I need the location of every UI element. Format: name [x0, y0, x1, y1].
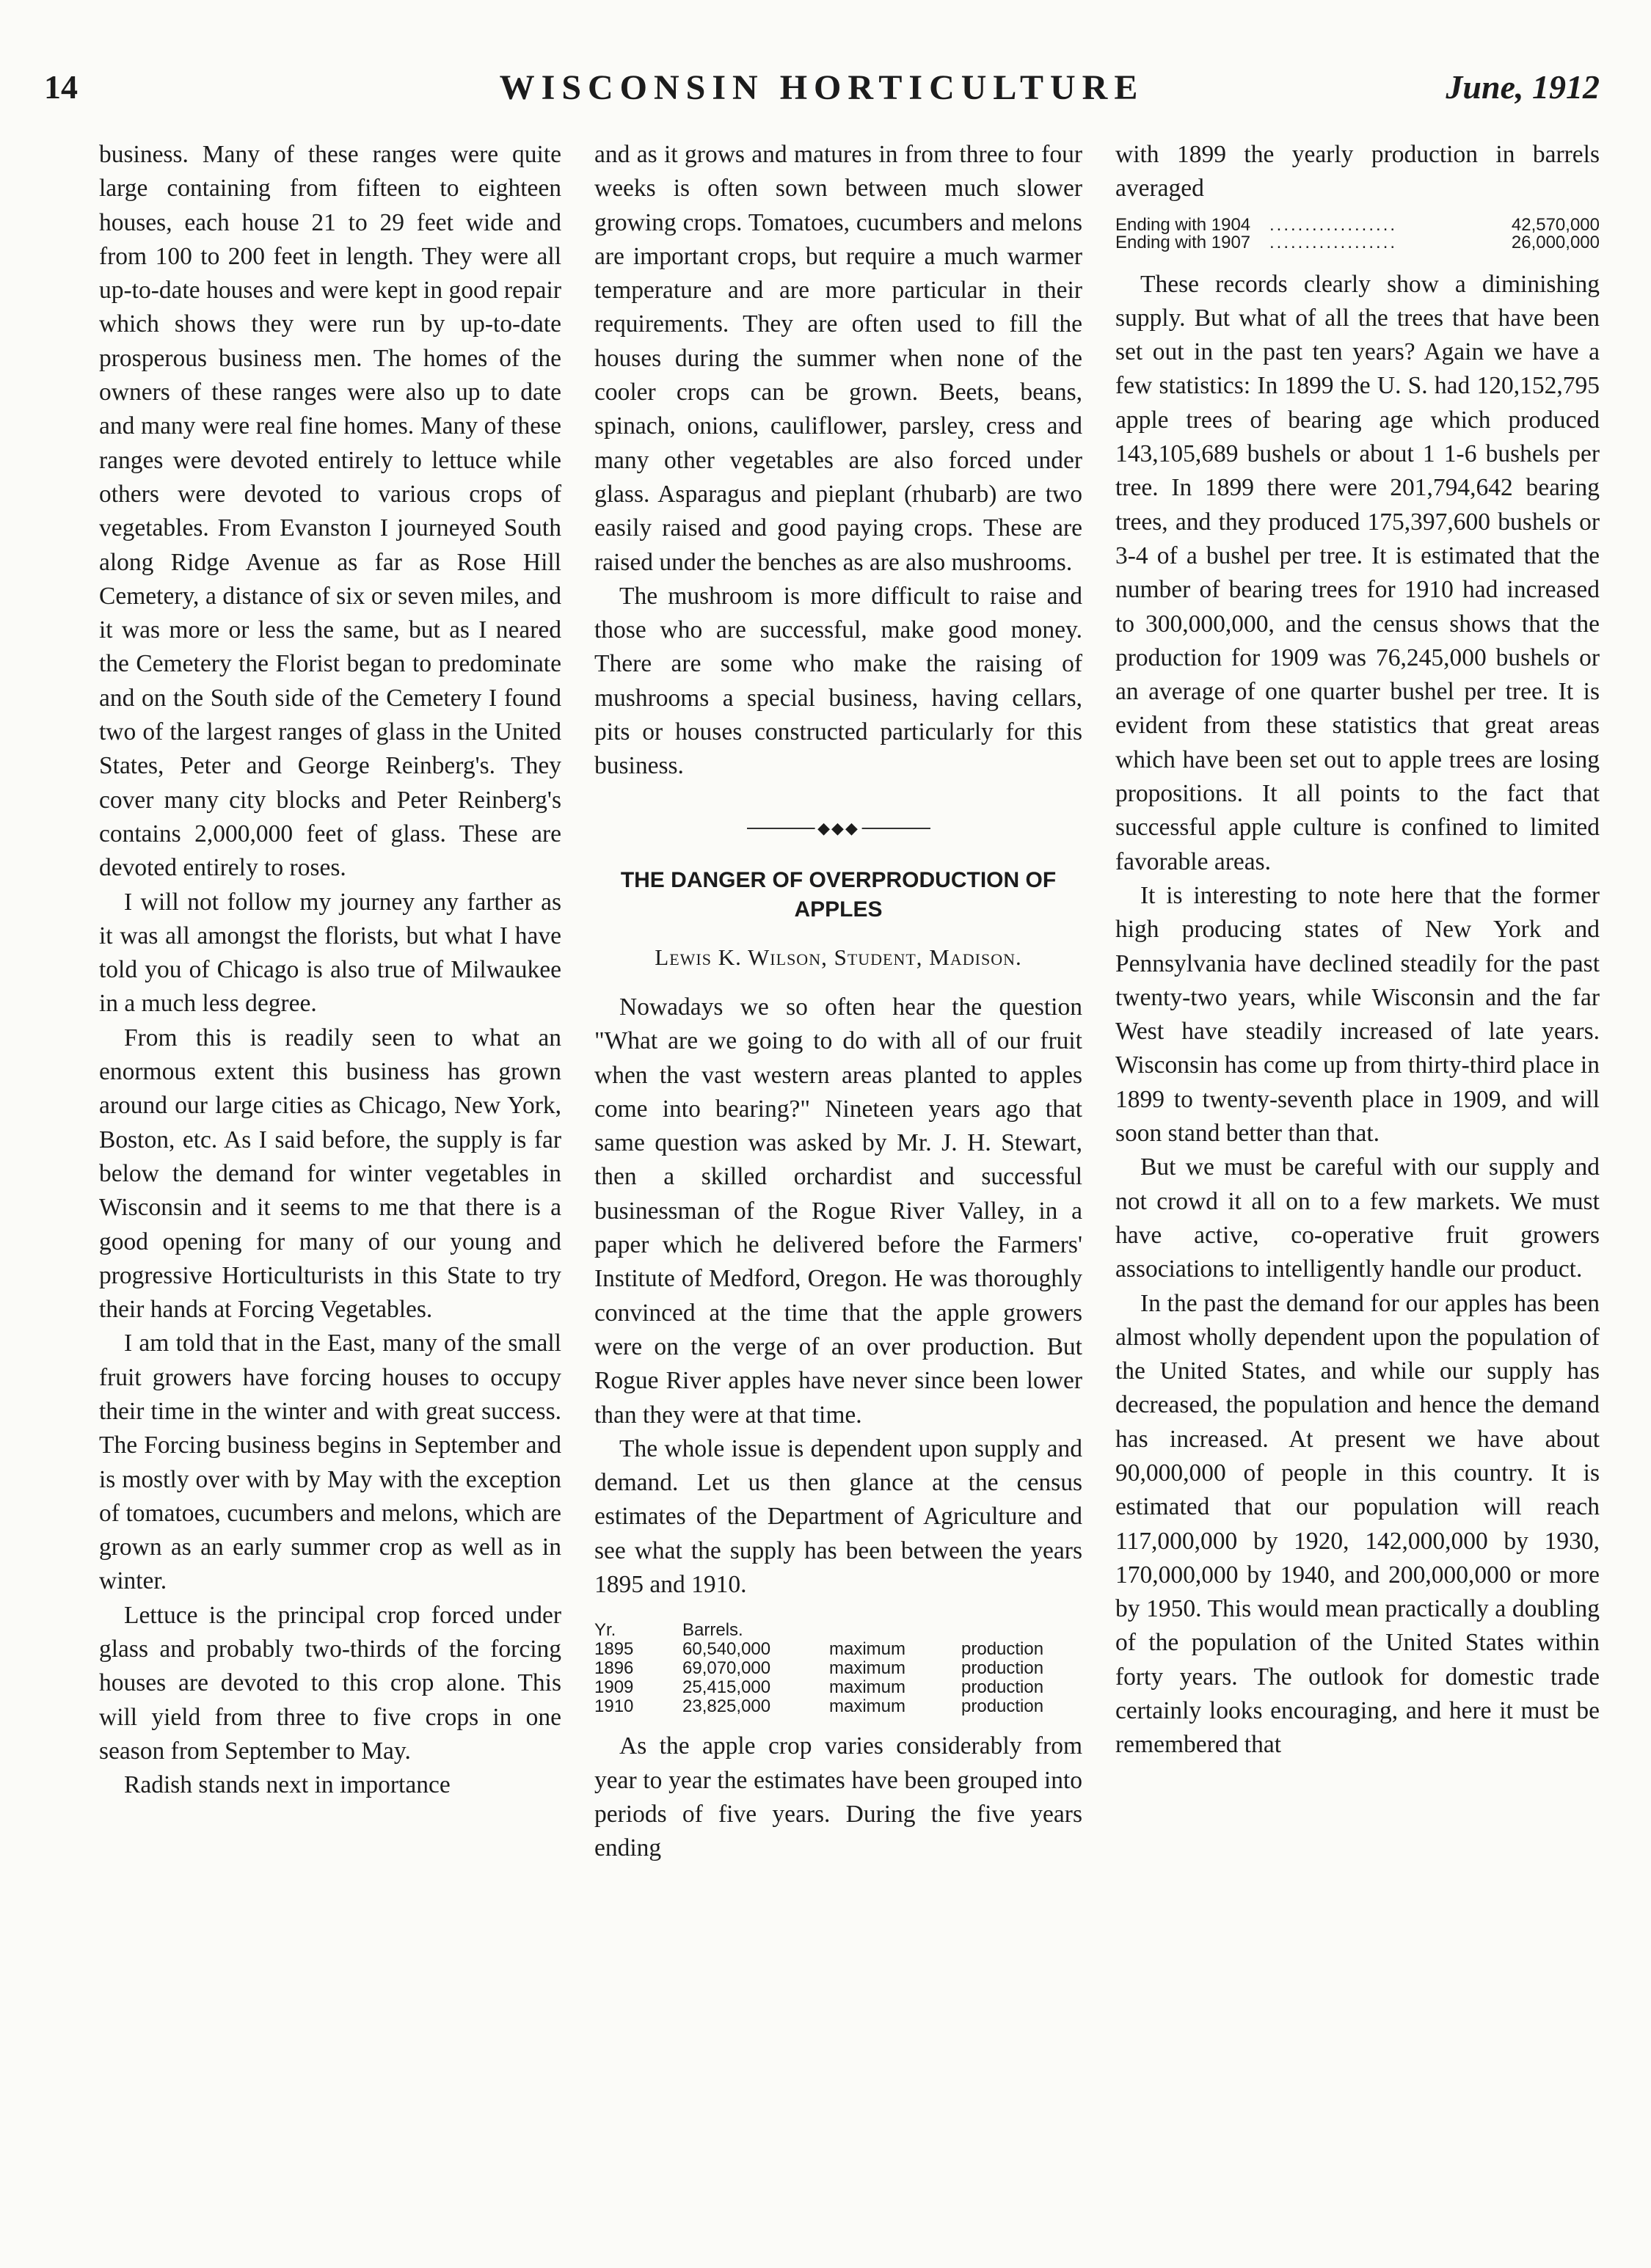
list-item: [1115, 234, 1600, 252]
stat-label: Ending with 1907: [1115, 233, 1251, 252]
paragraph: Nowadays we so often hear the question "What are we going to do with all of our fruit when the vast western areas planted to apples come into bearing?" Nineteen years ago that same question was asked by Mr. J. H. Stewart, then a skilled orchardist and successful businessman of the Rogue River Valley, in a paper which he delivered before the Farmers' Institute of Medford, Oregon. He was thoroughly convinced at the time that the apple growers were on the verge of an over production. But Rogue River apples have never since been lower than they were at that time.: [594, 993, 1082, 1429]
column-left: [99, 138, 561, 1803]
table-row: [594, 1678, 1082, 1697]
paragraph: The mushroom is more difficult to raise and those who are successful, make good money. There are some who make the raising of mushrooms a special business, having cellars, pits or houses constructed particularly for this business.: [594, 582, 1082, 780]
paragraph: business. Many of these ranges were quite large containing from fifteen to eighteen houses, each house 21 to 29 feet wide and from 100 to 200 feet in length. They were all up-to-date houses and were kept in good repair which shows they were run by up-to-date prosperous business men. The homes of the owners of these ranges were also up to date and many were real fine homes. Many of these ranges were devoted entirely to lettuce while others were devoted to various crops of vegetables. From Evanston I journeyed South along Ridge Avenue as far as Rose Hill Cemetery, a distance of six or seven miles, and it was more or less the same, but as I neared the Cemetery the Florist began to predominate and on the South side of the Cemetery I found two of the largest ranges of glass in the United States, Peter and George Reinberg's. They cover many city blocks and Peter Reinberg's contains 2,000,000 feet of glass. These are devoted entirely to roses.: [99, 141, 561, 882]
table-cell-note: production: [961, 1677, 1044, 1698]
table-cell-year: 1909: [594, 1677, 634, 1698]
barrels-table: [594, 1621, 1082, 1716]
paragraph: But we must be careful with our supply and not crowd it all on to a few markets. We must have active, co-operative fruit growers associations to intelligently handle our product.: [1115, 1153, 1600, 1283]
article-byline: Lewis K. Wilson, Student, Madison.: [655, 944, 1022, 970]
table-row: [594, 1659, 1082, 1678]
table-cell-note: production: [961, 1639, 1044, 1660]
section-divider: [747, 820, 930, 836]
paragraph: The whole issue is dependent upon supply and demand. Let us then glance at the census estimates of the Department of Agriculture and see what the supply has been between the years 1895 and 1910.: [594, 1434, 1082, 1598]
table-cell-note: production: [961, 1658, 1044, 1679]
table-cell-barrels: 69,070,000: [682, 1658, 771, 1679]
table-cell-barrels: 23,825,000: [682, 1696, 771, 1717]
table-cell-year: 1896: [594, 1658, 634, 1679]
article-title: THE DANGER OF OVERPRODUCTION OF APPLES: [620, 867, 1057, 922]
paragraph: It is interesting to note here that the former high producing states of New York and Pennsylvania have declined steadily for the past twenty-two years, while Wisconsin and the far West have steadily increased of late years. Wisconsin has come up from thirty-third place in 1899 to twenty-seventh place in 1909, and will soon stand better than that.: [1115, 881, 1600, 1148]
divider-ornament-icon: ◆◆◆: [814, 820, 862, 836]
table-header-row: [594, 1621, 1082, 1640]
stat-label: Ending with 1904: [1115, 216, 1251, 234]
list-item: [1115, 216, 1600, 234]
table-cell-barrels: 60,540,000: [682, 1639, 771, 1660]
paragraph: In the past the demand for our apples has been almost wholly dependent upon the population of the United States, and while our supply has decreased, the population and hence the demand has increased. At present we have about 90,000,000 of people in this country. It is estimated that our population will reach 117,000,000 by 1920, 142,000,000 by 1930, 170,000,000 by 1940, and 200,000,000 or more by 1950. This would mean practically a doubling of the population of the United States within forty years. The outlook for domestic trade certainly looks encouraging, and here it must be remembered that: [1115, 1289, 1600, 1759]
column-right: [1115, 138, 1600, 1762]
stat-value: 42,570,000: [1511, 216, 1600, 234]
table-cell-year: 1910: [594, 1696, 634, 1717]
paragraph: As the apple crop varies considerably from year to year the estimates have been grouped into periods of five years. During the five years ending: [594, 1732, 1082, 1862]
paragraph: I am told that in the East, many of the small fruit growers have forcing houses to occupy their time in the winter and with great success. The Forcing business begins in September and is mostly over with by May with the exception of tomatoes, cucumbers and melons, which are grown as an early summer crop as well as in winter.: [99, 1330, 561, 1595]
table-cell-note: maximum: [829, 1677, 906, 1698]
paragraph: and as it grows and matures in from three to four weeks is often sown between much slower growing crops. Tomatoes, cucumbers and melons are important crops, but require a much warmer temperature and are more particular in their requirements. They are often used to fill the houses during the summer when none of the cooler crops can be grown. Beets, beans, spinach, onions, cauliflower, parsley, cress and many other vegetables are also forced under glass. Asparagus and pieplant (rhubarb) are two easily raised and good paying crops. These are raised under the benches as are also mushrooms.: [594, 141, 1082, 576]
journal-title: WISCONSIN HORTICULTURE: [499, 68, 1145, 107]
page-number: 14: [44, 68, 78, 106]
table-cell-note: production: [961, 1696, 1044, 1717]
paragraph: From this is readily seen to what an enormous extent this business has grown around our large cities as Chicago, New York, Boston, etc. As I said before, the supply is far below the demand for winter vegetables in Wisconsin and it seems to me that there is a good opening for many of our young and progressive Horticulturists in this State to try their hands at Forcing Vegetables.: [99, 1024, 561, 1324]
table-cell-note: maximum: [829, 1658, 906, 1679]
paragraph: These records clearly show a diminishing supply. But what of all the trees that have been set out in the past ten years? Again we have a few statistics: In 1899 the U. S. had 120,152,795 apple trees of bearing age which produced 143,105,689 bushels or about 1 1-6 bushels per tree. In 1899 there were 201,794,642 bearing trees, and they produced 175,397,600 bushels or 3-4 of a bushel per tree. It is estimated that the number of bearing trees for 1910 had increased to 300,000,000, and the census shows that the production for 1909 was 76,245,000 bushels or an average of one quarter bushel per tree. It is evident from these statistics that great areas which have been set out to apple trees are losing propositions. It all points to the fact that successful apple culture is confined to limited favorable areas.: [1115, 270, 1600, 875]
table-row: [594, 1640, 1082, 1659]
table-cell-note: maximum: [829, 1639, 906, 1660]
issue-date: June, 1912: [1446, 68, 1600, 106]
paragraph: I will not follow my journey any farther as it was all amongst the florists, but what I have told you of Chicago is also true of Milwaukee in a much less degree.: [99, 888, 561, 1018]
stat-leader: ..................: [1269, 216, 1398, 234]
paragraph: Radish stands next in importance: [124, 1771, 451, 1799]
table-header-barrels: Barrels.: [682, 1620, 743, 1641]
page-header: [44, 68, 1600, 119]
table-cell-year: 1895: [594, 1639, 634, 1660]
production-summary: [1115, 216, 1600, 252]
table-row: [594, 1697, 1082, 1716]
table-cell-note: maximum: [829, 1696, 906, 1717]
column-middle: [594, 138, 1082, 1865]
stat-leader: ..................: [1269, 233, 1398, 252]
table-cell-barrels: 25,415,000: [682, 1677, 771, 1698]
table-header-year: Yr.: [594, 1620, 616, 1641]
paragraph: Lettuce is the principal crop forced under glass and probably two-thirds of the forcing houses are devoted to this crop alone. This will yield from three to five crops in one season from September to May.: [99, 1601, 561, 1765]
paragraph: with 1899 the yearly production in barrels averaged: [1115, 141, 1600, 203]
stat-value: 26,000,000: [1511, 233, 1600, 252]
